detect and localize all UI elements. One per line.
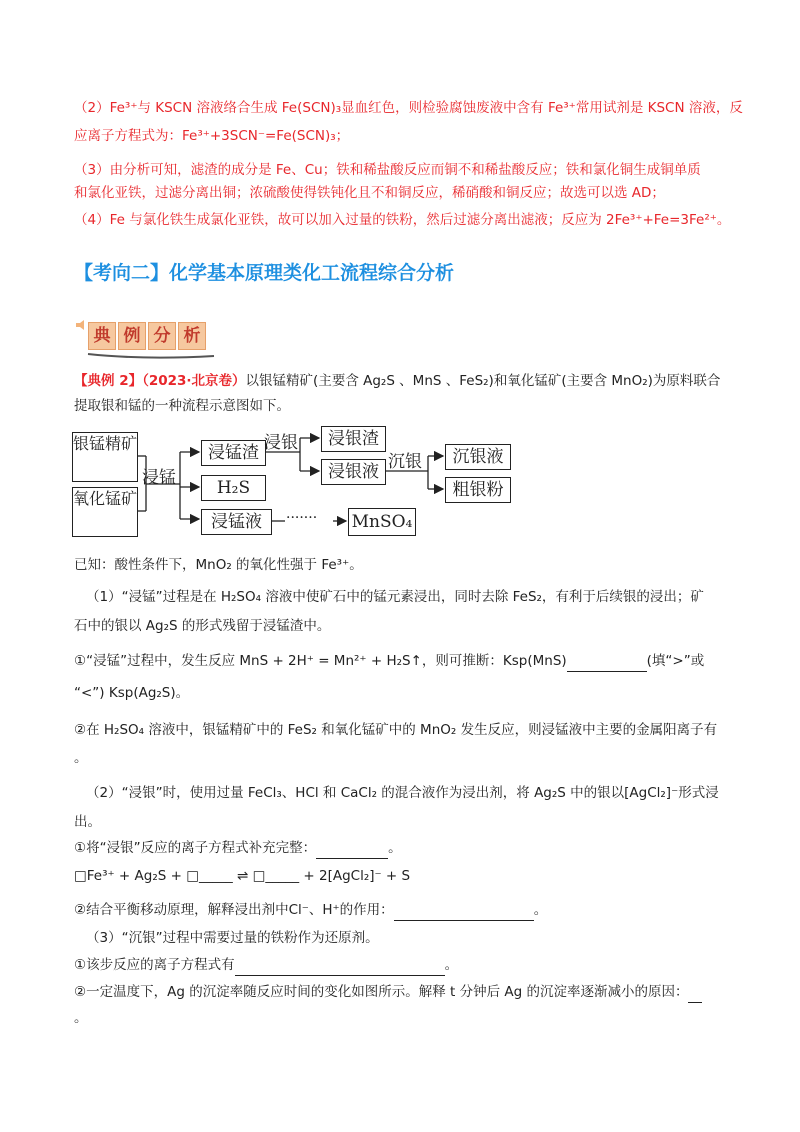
question-2-1-end: 。 xyxy=(388,840,402,856)
example-analysis-badge xyxy=(74,316,224,360)
step-precipitate-silver: 沉银 xyxy=(388,452,422,472)
answer-2-line-1: （2）Fe³⁺与 KSCN 溶液络合生成 Fe(SCN)₃显血红色，则检验腐蚀废液中含有 Fe³⁺常用试剂是 KSCN 溶液，反 xyxy=(74,100,743,116)
answer-blank-reason[interactable] xyxy=(688,982,702,1003)
box-mn-leach-liquid: 浸锰液 xyxy=(201,509,272,535)
question-3-2 xyxy=(74,982,702,1003)
badge-char-3: 分 xyxy=(148,322,176,350)
question-2-1 xyxy=(74,838,402,859)
section-title: 【考向二】化学基本原理类化工流程综合分析 xyxy=(74,262,455,284)
answer-blank-equation[interactable] xyxy=(316,838,388,859)
example-intro-text: 以银锰精矿(主要含 Ag₂S 、MnS 、FeS₂)和氧化锰矿(主要含 MnO₂)为原料联合 xyxy=(245,373,721,389)
box-ag-leach-liquid: 浸银液 xyxy=(321,459,386,485)
question-2-cont: 出。 xyxy=(74,814,101,830)
badge-char-2: 例 xyxy=(118,322,146,350)
step-leach-silver: 浸银 xyxy=(264,433,298,453)
question-1-1-text: ①“浸锰”过程中，发生反应 MnS + 2H⁺ = Mn²⁺ + H₂S↑，则可推断：Ksp(MnS) xyxy=(74,653,567,669)
input-manganese-oxide-ore: 氧化锰矿 xyxy=(72,487,138,537)
answer-3-line-2: 和氯化亚铁，过滤分离出铜；浓硫酸使得铁钝化且不和铜反应，稀硝酸和铜反应；故选可以选 AD； xyxy=(74,185,665,201)
example-intro-line-1 xyxy=(74,371,720,391)
badge-char-1: 典 xyxy=(88,322,116,350)
box-ag-residue: 浸银渣 xyxy=(321,426,386,452)
question-2-2-end: 。 xyxy=(533,902,548,918)
question-2-1-text: ①将“浸银”反应的离子方程式补充完整： xyxy=(74,840,317,856)
box-mn-residue: 浸锰渣 xyxy=(201,440,266,466)
box-ppt-liquid: 沉银液 xyxy=(445,444,511,470)
question-3-1-text: ①该步反应的离子方程式有 xyxy=(74,957,235,973)
question-3-2-text: ②一定温度下，Ag 的沉淀率随反应时间的变化如图所示。解释 t 分钟后 Ag 的沉淀率逐渐减小的原因： xyxy=(74,984,689,1000)
question-3-2-end: 。 xyxy=(74,1010,88,1026)
answer-blank-cl-h-role[interactable] xyxy=(394,900,534,921)
badge-char-4: 析 xyxy=(178,322,206,350)
badge-underline-icon xyxy=(74,350,224,362)
answer-blank-ionic-equation[interactable] xyxy=(235,955,445,976)
example-tag: 【典例 2】（2023·北京卷） xyxy=(74,373,246,389)
answer-4-line-1: （4）Fe 与氯化铁生成氯化亚铁，故可以加入过量的铁粉，然后过滤分离出滤液；反应为 2Fe³⁺+Fe=3Fe²⁺。 xyxy=(74,212,731,228)
question-1-2: ②在 H₂SO₄ 溶液中，银锰精矿中的 FeS₂ 和氧化锰矿中的 MnO₂ 发生反应，则浸锰液中主要的金属阳离子有 xyxy=(74,722,718,738)
question-3-1 xyxy=(74,955,458,976)
flow-dots: ······· xyxy=(286,510,318,526)
answer-3-line-1: （3）由分析可知，滤渣的成分是 Fe、Cu；铁和稀盐酸反应而铜不和稀盐酸反应；铁和氯化铜生成铜单质 xyxy=(74,162,701,178)
box-h2s: H₂S xyxy=(201,475,266,501)
step-leach-manganese: 浸锰 xyxy=(142,468,176,488)
known-condition: 已知：酸性条件下，MnO₂ 的氧化性强于 Fe³⁺。 xyxy=(74,557,363,573)
question-1-1-cont: “<”) Ksp(Ag₂S)。 xyxy=(74,685,190,701)
answer-blank-ksp[interactable] xyxy=(567,651,647,672)
input-silver-manganese-ore: 银锰精矿 xyxy=(72,432,138,482)
question-1-cont: 石中的银以 Ag₂S 的形式残留于浸锰渣中。 xyxy=(74,618,331,634)
question-2-2-text: ②结合平衡移动原理，解释浸出剂中Cl⁻、H⁺的作用： xyxy=(74,902,394,918)
question-3: （3）“沉银”过程中需要过量的铁粉作为还原剂。 xyxy=(86,930,379,946)
question-1-1-hint: (填“>”或 xyxy=(646,653,705,669)
question-2: （2）“浸银”时，使用过量 FeCl₃、HCl 和 CaCl₂ 的混合液作为浸出剂，将 Ag₂S 中的银以[AgCl₂]⁻形式浸 xyxy=(86,785,719,801)
box-mnso4-product: MnSO₄ xyxy=(348,508,416,536)
question-1-1 xyxy=(74,651,704,672)
example-intro-line-2: 提取银和锰的一种流程示意图如下。 xyxy=(74,398,290,414)
question-1-2-cont: 。 xyxy=(74,750,88,766)
question-2-2 xyxy=(74,900,547,921)
ionic-equation: □Fe³⁺ + Ag₂S + □_____ ⇌ □_____ + 2[AgCl₂]⁻ + S xyxy=(74,868,411,884)
answer-2-line-2: 应离子方程式为：Fe³⁺+3SCN⁻=Fe(SCN)₃； xyxy=(74,128,350,144)
question-3-1-end: 。 xyxy=(444,957,459,973)
question-1: （1）“浸锰”过程是在 H₂SO₄ 溶液中使矿石中的锰元素浸出，同时去除 FeS₂，有利于后续银的浸出；矿 xyxy=(86,589,704,605)
box-crude-silver: 粗银粉 xyxy=(445,477,511,503)
